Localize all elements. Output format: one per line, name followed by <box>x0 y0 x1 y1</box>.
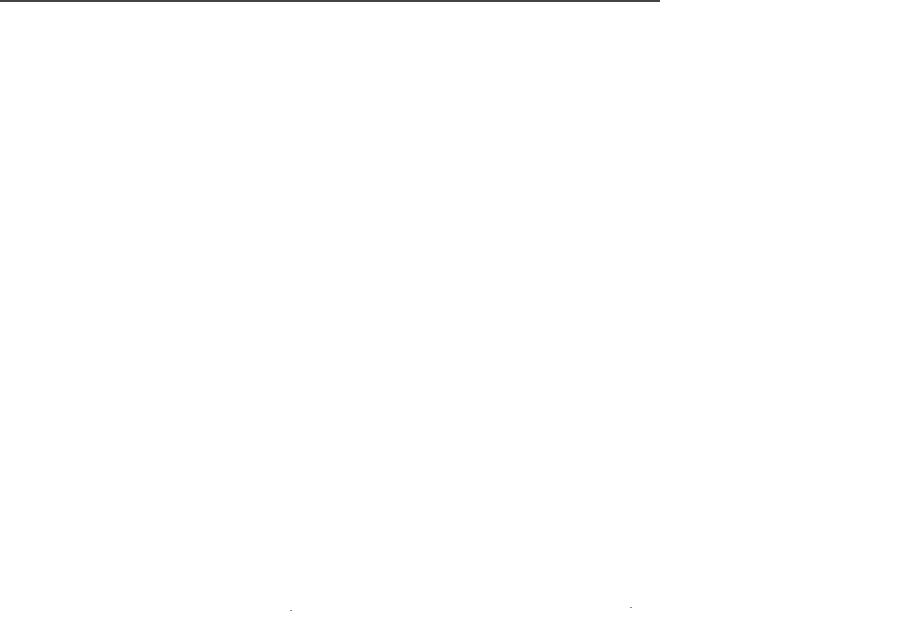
scan-speck <box>290 610 292 611</box>
page-top-rule <box>0 0 660 2</box>
scan-speck <box>630 607 632 608</box>
